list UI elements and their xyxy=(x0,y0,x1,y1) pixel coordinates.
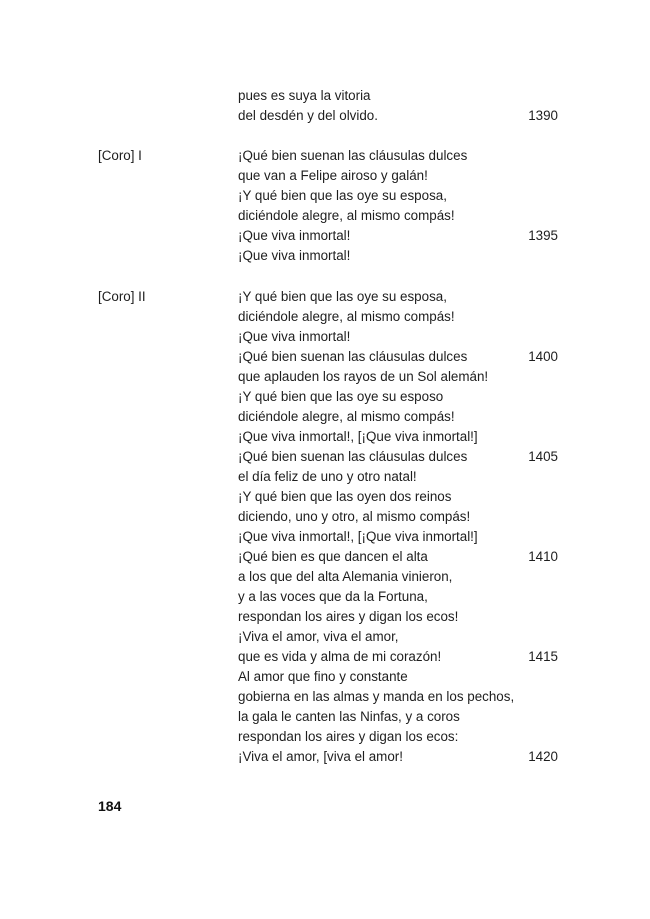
verse-line xyxy=(0,86,650,106)
verse-line xyxy=(0,647,650,667)
verse-line xyxy=(0,707,650,727)
verse-line xyxy=(0,146,650,166)
verse-line xyxy=(0,347,650,367)
verse-line xyxy=(0,427,650,447)
verse-text: que van a Felipe airoso y galán! xyxy=(238,168,428,183)
verse-text: ¡Y qué bien que las oyen dos reinos xyxy=(238,489,452,504)
line-number: 1415 xyxy=(528,649,558,664)
line-number: 1400 xyxy=(528,349,558,364)
verse-text: que aplauden los rayos de un Sol alemán! xyxy=(238,369,489,384)
verse-text: y a las voces que da la Fortuna, xyxy=(238,589,428,604)
verse-line xyxy=(0,407,650,427)
line-number: 1405 xyxy=(528,449,558,464)
verse-text: ¡Qué bien suenan las cláusulas dulces xyxy=(238,349,468,364)
verse-text: Al amor que fino y constante xyxy=(238,669,408,684)
verse-line xyxy=(0,186,650,206)
verse-line xyxy=(0,367,650,387)
verse-line xyxy=(0,527,650,547)
verse-line xyxy=(0,327,650,347)
verse-text: ¡Y qué bien que las oye su esposa, xyxy=(238,188,447,203)
verse-line xyxy=(0,246,650,266)
verse-line xyxy=(0,727,650,747)
speaker-label: [Coro] II xyxy=(98,289,146,304)
verse-text: ¡Qué bien es que dancen el alta xyxy=(238,549,428,564)
verse-block-1 xyxy=(0,86,650,126)
verse-block-3 xyxy=(0,287,650,767)
page-number: 184 xyxy=(98,798,122,814)
verse-text: la gala le canten las Ninfas, y a coros xyxy=(238,709,460,724)
speaker-label: [Coro] I xyxy=(98,148,142,163)
verse-text: ¡Que viva inmortal! xyxy=(238,329,351,344)
verse-line xyxy=(0,607,650,627)
verse-line xyxy=(0,667,650,687)
verse-text: diciéndole alegre, al mismo compás! xyxy=(238,208,455,223)
verse-text: el día feliz de uno y otro natal! xyxy=(238,469,417,484)
verse-text: ¡Que viva inmortal!, [¡Que viva inmortal!] xyxy=(238,429,478,444)
verse-line xyxy=(0,447,650,467)
line-number: 1395 xyxy=(528,228,558,243)
verse-text: del desdén y del olvido. xyxy=(238,108,378,123)
verse-text: ¡Qué bien suenan las cláusulas dulces xyxy=(238,449,468,464)
verse-text: a los que del alta Alemania vinieron, xyxy=(238,569,453,584)
verse-text: ¡Y qué bien que las oye su esposa, xyxy=(238,289,447,304)
verse-line xyxy=(0,206,650,226)
verse-text: respondan los aires y digan los ecos! xyxy=(238,609,459,624)
verse-text: que es vida y alma de mi corazón! xyxy=(238,649,442,664)
verse-text: diciéndole alegre, al mismo compás! xyxy=(238,409,455,424)
line-number: 1420 xyxy=(528,749,558,764)
verse-text: ¡Viva el amor, viva el amor, xyxy=(238,629,399,644)
verse-line xyxy=(0,587,650,607)
verse-line xyxy=(0,507,650,527)
line-number: 1410 xyxy=(528,549,558,564)
verse-text: ¡Qué bien suenan las cláusulas dulces xyxy=(238,148,468,163)
verse-line xyxy=(0,467,650,487)
verse-text: ¡Que viva inmortal!, [¡Que viva inmortal!] xyxy=(238,529,478,544)
verse-line xyxy=(0,687,650,707)
verse-line xyxy=(0,487,650,507)
verse-text: diciéndole alegre, al mismo compás! xyxy=(238,309,455,324)
verse-text: ¡Y qué bien que las oye su esposo xyxy=(238,389,444,404)
verse-line xyxy=(0,166,650,186)
verse-line xyxy=(0,567,650,587)
verse-text: ¡Que viva inmortal! xyxy=(238,228,351,243)
verse-text: gobierna en las almas y manda en los pechos, xyxy=(238,689,515,704)
verse-text: respondan los aires y digan los ecos: xyxy=(238,729,459,744)
verse-line xyxy=(0,307,650,327)
line-number: 1390 xyxy=(528,108,558,123)
verse-line xyxy=(0,287,650,307)
verse-block-2 xyxy=(0,146,650,266)
verse-line xyxy=(0,226,650,246)
verse-line xyxy=(0,106,650,126)
verse-line xyxy=(0,627,650,647)
verse-line xyxy=(0,547,650,567)
verse-text: ¡Viva el amor, [viva el amor! xyxy=(238,749,403,764)
verse-text: ¡Que viva inmortal! xyxy=(238,248,351,263)
verse-line xyxy=(0,387,650,407)
verse-text: pues es suya la vitoria xyxy=(238,88,371,103)
verse-line xyxy=(0,747,650,767)
verse-text: diciendo, uno y otro, al mismo compás! xyxy=(238,509,471,524)
